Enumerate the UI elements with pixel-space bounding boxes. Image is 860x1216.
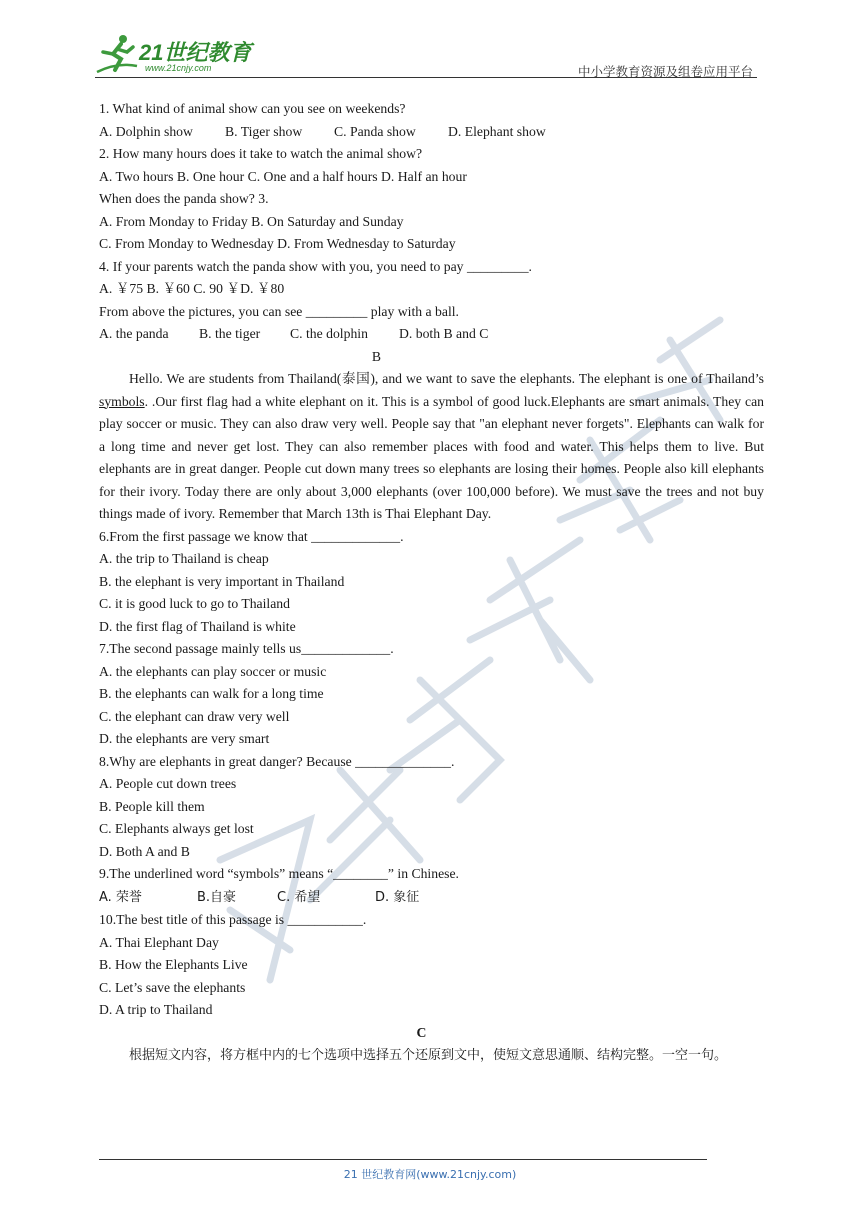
option: C. 希望 [277,889,321,905]
question-7: 7.The second passage mainly tells us_____________. [99,641,394,656]
option: A. 荣誉 [99,889,142,905]
option: B. the tiger [199,326,261,341]
option: C. the elephant can draw very well [99,708,290,724]
option: A. Thai Elephant Day [99,934,219,950]
option: D. 象征 [375,889,420,905]
option: B. People kill them [99,798,205,814]
passage-text: Hello. We are students from Thailand(泰国), and we want to save the elephants. The elephant is one of Thailand’s [129,371,764,386]
question-8: 8.Why are elephants in great danger? Because ______________. [99,753,455,769]
option: A. the trip to Thailand is cheap [99,551,269,566]
document-body [99,98,764,1067]
question-1: 1. What kind of animal show can you see on weekends? [99,101,406,116]
option: B.自豪 [197,889,237,905]
passage-underlined-word: symbols [99,393,145,409]
site-logo [95,30,265,78]
question-5-options [99,323,764,346]
page-header [95,30,757,78]
option: C. Let’s save the elephants [99,979,246,995]
question-6: 6.From the first passage we know that _____________. [99,528,404,544]
option: D. the first flag of Thailand is white [99,618,296,634]
question-1-options [99,121,764,144]
option: B. the elephant is very important in Thailand [99,573,345,589]
logo-url: www.21cnjy.com [145,63,212,73]
question-2-options: A. Two hours B. One hour C. One and a half hours D. Half an hour [99,168,467,184]
section-c-heading: C [416,1024,427,1040]
page-footer: 21 世纪教育网(www.21cnjy.com) [343,1168,517,1181]
question-2: 2. How many hours does it take to watch the animal show? [99,146,423,161]
section-b-heading: B [371,348,382,364]
option: C. Elephants always get lost [99,821,254,836]
header-platform-name: 中小学教育资源及组卷应用平台 [577,64,753,79]
option: B. Tiger show [225,123,303,139]
header-divider [95,77,757,78]
section-b-passage [99,368,764,526]
question-5: From above the pictures, you can see _________ play with a ball. [99,303,459,319]
question-3-options: A. From Monday to Friday B. On Saturday and Sunday [99,213,404,229]
option: B. the elephants can walk for a long time [99,686,324,701]
option: A. People cut down trees [99,776,237,791]
option: D. the elephants are very smart [99,731,270,746]
footer-divider [99,1159,707,1160]
option: D. Elephant show [448,123,546,139]
option: A. Dolphin show [99,123,193,139]
option: D. both B and C [399,326,489,341]
question-9: 9.The underlined word “symbols” means “________” in Chinese. [99,866,459,881]
section-c-instruction: 根据短文内容，将方框中内的七个选项中选择五个还原到文中，使短文意思通顺、结构完整。一空一句。 [129,1048,728,1063]
option: A. the elephants can play soccer or music [99,663,327,679]
runner-logo-icon [95,32,139,76]
option: A. the panda [99,326,169,341]
question-3: When does the panda show? 3. [99,191,269,206]
option: C. the dolphin [290,326,368,341]
option: D. A trip to Thailand [99,1002,213,1017]
option: B. How the Elephants Live [99,957,248,972]
question-3-options: C. From Monday to Wednesday D. From Wednesday to Saturday [99,236,456,251]
logo-text: 21世纪教育 [139,40,252,65]
question-4-options: A. ￥75 B. ￥60 C. 90 ￥D. ￥80 [99,281,285,296]
question-10: 10.The best title of this passage is ___________. [99,912,367,927]
question-9-options [99,886,764,910]
passage-text: . .Our first flag had a white elephant on it. This is a symbol of good luck.Elephants are smart animals. They can play soccer or music. They can also draw very well. People say that "an elephant never forgets". Elephants can walk for a long time and never get lost. They can also remember places with food and water. This helps them to live. But elephants are in great danger. People cut down many trees so elephants are losing their homes. People also kill elephants for their ivory. Today there are only about 3,000 elephants (over 100,000 before). We must save the trees and not buy things made of ivory. Remember that March 13th is Thai Elephant Day. [99,393,764,521]
option: C. Panda show [334,123,416,139]
option: C. it is good luck to go to Thailand [99,596,290,611]
question-4: 4. If your parents watch the panda show with you, you need to pay _________. [99,258,532,274]
option: D. Both A and B [99,843,190,859]
section-c-instruction-block [99,1044,764,1067]
